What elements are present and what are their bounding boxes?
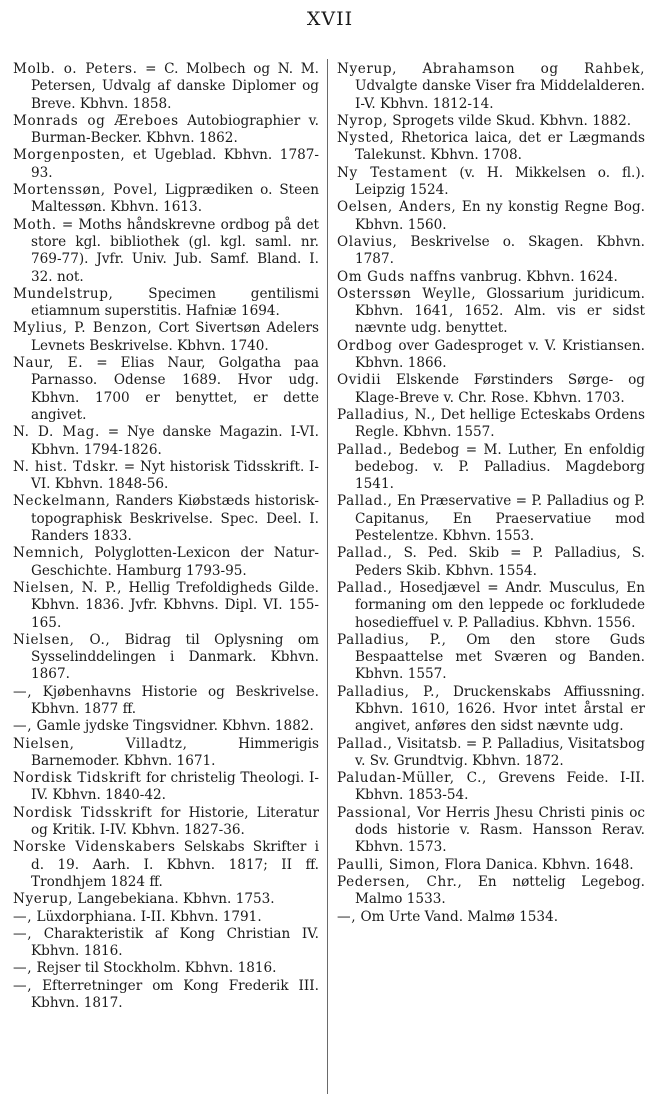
- entry-text: Om den store Guds Bespaattelse met Sværen og Banden. Kbhvn. 1557.: [355, 631, 646, 683]
- entry-heading: Oelsen, Anders,: [337, 199, 457, 216]
- bibliography-entry: [13, 718, 319, 735]
- bibliography-entry: [337, 165, 645, 200]
- entry-text: over Gadesproget v. V. Kristiansen. Kbhvn. 1866.: [355, 337, 645, 372]
- entry-text: Grevens Feide. I-II. Kbhvn. 1853-54.: [355, 770, 645, 804]
- entry-heading: N. D. Mag.: [13, 424, 100, 441]
- entry-heading: —,: [13, 718, 33, 735]
- bibliography-entry: [13, 355, 319, 424]
- bibliography-entry: [13, 978, 319, 1013]
- entry-text: Charakteristik af Kong Christian IV. Kbhvn. 1816.: [31, 925, 319, 960]
- entry-text: et Ugeblad. Kbhvn. 1787-93.: [31, 147, 319, 181]
- bibliography-entry: [13, 891, 319, 908]
- entry-text: vanbrug. Kbhvn. 1624.: [456, 268, 618, 285]
- entry-heading: Molb. o. Peters.: [13, 61, 138, 77]
- bibliography-entry: [337, 857, 645, 874]
- entry-heading: Ny Testament: [337, 164, 448, 181]
- bibliography-entry: [337, 545, 645, 580]
- entry-text: (v. H. Mikkelsen o. fl.). Leipzig 1524.: [355, 164, 645, 199]
- entry-heading: Passional,: [337, 804, 412, 821]
- bibliography-entry: [13, 182, 319, 217]
- entry-text: Det hellige Ecteskabs Ordens Regle. Kbhvn. 1557.: [355, 406, 645, 441]
- entry-text: Randers Kiøbstæds historisk-topographisk Beskrivelse. Spec. Deel. I. Randers 1833.: [31, 493, 319, 545]
- bibliography-entry: [13, 493, 319, 545]
- bibliography-entry: [337, 269, 645, 286]
- entry-text: = Nye danske Magazin. I-VI. Kbhvn. 1794-1826.: [31, 424, 319, 458]
- bibliography-entry: [13, 684, 319, 719]
- entry-heading: Palladius, N.,: [337, 406, 437, 423]
- entry-text: = C. Molbech og N. M. Petersen, Udvalg af danske Diplomer og Breve. Kbhvn. 1858.: [31, 61, 319, 112]
- bibliography-entry: [337, 199, 645, 234]
- entry-heading: Neckelmann,: [13, 493, 111, 510]
- bibliography-entry: [13, 320, 319, 355]
- entry-text: Elskende Førstinders Sørge- og Klage-Breve v. Chr. Rose. Kbhvn. 1703.: [355, 372, 645, 406]
- bibliography-entry: [13, 580, 319, 632]
- bibliography-entry: [337, 632, 645, 684]
- bibliography-entry: [13, 736, 319, 771]
- bibliography-entry: [337, 770, 645, 805]
- bibliography-entry: [337, 113, 645, 130]
- bibliography-entry: [13, 217, 319, 286]
- bibliography-entry: [13, 286, 319, 321]
- entry-text: Kjøbenhavns Historie og Beskrivelse. Kbhvn. 1877 ff.: [31, 683, 319, 717]
- entry-text: Autobiographier v. Burman-Becker. Kbhvn. 1862.: [31, 112, 319, 147]
- entry-heading: Monrads og Æreboes: [13, 112, 179, 129]
- entry-heading: Nyerup, Abrahamson og Rahbek,: [337, 61, 645, 77]
- bibliography-entry: [13, 839, 319, 891]
- entry-heading: Pallad.,: [337, 579, 393, 596]
- bibliography-entry: [337, 338, 645, 373]
- bibliography-entry: [337, 407, 645, 442]
- entry-text: Lüxdorphiana. I-II. Kbhvn. 1791.: [32, 908, 262, 925]
- left-column: [13, 61, 319, 1012]
- entry-heading: —,: [13, 925, 33, 942]
- entry-heading: Pedersen, Chr.,: [337, 873, 463, 890]
- bibliography-entry: [337, 874, 645, 909]
- entry-text: = Moths håndskrevne ordbog på det store kgl. bibliothek (gl. kgl. saml. nr. 769-77). Jvfr. Univ. Jub. Samf. Bland. I. 32. not.: [31, 216, 319, 285]
- entry-text: En nøttelig Legebog. Malmo 1533.: [355, 873, 645, 908]
- entry-text: Selskabs Skrifter i d. 19. Aarh. I. Kbhvn. 1817; II ff. Trondhjem 1824 ff.: [31, 839, 319, 890]
- bibliography-entry: [13, 632, 319, 684]
- entry-heading: —,: [337, 908, 357, 925]
- entry-text: Om Urte Vand. Malmø 1534.: [356, 908, 559, 925]
- bibliography-entry: [13, 424, 319, 459]
- entry-text: Polyglotten-Lexicon der Natur-Geschichte. Hamburg 1793-95.: [31, 545, 319, 579]
- right-column: [337, 61, 645, 926]
- bibliography-entry: [13, 113, 319, 148]
- bibliography-entry: [337, 805, 645, 857]
- entry-text: Hosedjævel = Andr. Musculus, En formaning om den leppede oc forkludede hosedieffuel v. P. Palladius. Kbhvn. 1556.: [355, 579, 645, 631]
- entry-text: S. Ped. Skib = P. Palladius, S. Peders Skib. Kbhvn. 1554.: [355, 545, 645, 579]
- entry-text: = Nyt historisk Tidsskrift. I-VI. Kbhvn. 1848-56.: [31, 458, 319, 493]
- entry-heading: Mylius, P. Benzon,: [13, 320, 153, 337]
- entry-heading: Palladius, P.,: [337, 631, 447, 648]
- entry-heading: Pallad.,: [337, 735, 393, 752]
- entry-heading: —,: [13, 960, 33, 977]
- entry-text: Vor Herris Jhesu Christi pinis oc dods historie v. Rasm. Hansson Rerav. Kbhvn. 1573.: [355, 804, 645, 856]
- entry-text: Himmerigis Barnemoder. Kbhvn. 1671.: [31, 735, 319, 769]
- entry-text: Druckenskabs Affiussning. Kbhvn. 1610, 1626. Hvor intet årstal er angivet, anføres den sidst nævnte udg.: [355, 683, 645, 735]
- bibliography-entry: [337, 130, 645, 165]
- entry-text: Cort Sivertsøn Adelers Levnets Beskrivelse. Kbhvn. 1740.: [31, 320, 319, 354]
- column-divider: [327, 59, 328, 1094]
- bibliography-entry: [13, 805, 319, 840]
- entry-heading: Paludan-Müller, C.,: [337, 770, 487, 787]
- bibliography-entry: [337, 234, 645, 269]
- entry-heading: Nordisk Tidskrift: [13, 770, 142, 787]
- entry-text: Sprogets vilde Skud. Kbhvn. 1882.: [387, 112, 632, 129]
- entry-heading: Nielsen, N. P.,: [13, 579, 122, 596]
- entry-heading: Mundelstrup,: [13, 285, 114, 302]
- entry-text: Hellig Trefoldigheds Gilde. Kbhvn. 1836. Jvfr. Kbhvns. Dipl. VI. 155-165.: [31, 579, 319, 631]
- bibliography-entry: [337, 684, 645, 736]
- entry-heading: Ovidii: [337, 372, 382, 389]
- bibliography-entry: [13, 960, 319, 977]
- entry-heading: Naur, E.: [13, 355, 84, 372]
- entry-heading: —,: [13, 908, 33, 925]
- bibliography-entry: [337, 580, 645, 632]
- entry-text: Rejser til Stockholm. Kbhvn. 1816.: [32, 960, 277, 977]
- bibliography-entry: [13, 909, 319, 926]
- entry-text: En ny konstig Regne Bog. Kbhvn. 1560.: [355, 199, 645, 233]
- bibliography-entry: [337, 909, 645, 926]
- entry-heading: Moth.: [13, 216, 57, 233]
- entry-heading: Palladius, P.,: [337, 683, 440, 700]
- entry-heading: Pallad.,: [337, 441, 393, 458]
- bibliography-entry: [13, 545, 319, 580]
- bibliography-entry: [13, 147, 319, 182]
- bibliography-entry: [337, 493, 645, 545]
- entry-heading: Morgenposten,: [13, 147, 126, 164]
- entry-heading: Nielsen, Villadtz,: [13, 735, 188, 752]
- entry-heading: Pallad.,: [337, 545, 393, 562]
- entry-heading: —,: [13, 683, 33, 700]
- entry-text: Flora Danica. Kbhvn. 1648.: [440, 856, 634, 873]
- bibliography-entry: [13, 926, 319, 961]
- entry-heading: Nyerup,: [13, 891, 74, 908]
- entry-text: Ligprædiken o. Steen Maltessøn. Kbhvn. 1613.: [31, 182, 319, 216]
- page-number: XVII: [306, 8, 354, 30]
- entry-heading: Nielsen, O.,: [13, 631, 111, 648]
- entry-text: Efterretninger om Kong Frederik III. Kbhvn. 1817.: [31, 977, 319, 1012]
- bibliography-entry: [337, 61, 645, 113]
- entry-heading: Nemnich,: [13, 545, 85, 562]
- entry-heading: Ordbog: [337, 337, 393, 354]
- bibliography-entry: [337, 286, 645, 338]
- entry-text: = Elias Naur, Golgatha paa Parnasso. Odense 1689. Hvor udg. Kbhvn. 1700 er benyttet, er dette angivet.: [31, 355, 319, 423]
- entry-text: Visitatsb. = P. Palladius, Visitatsbog v. Sv. Grundtvig. Kbhvn. 1872.: [355, 735, 645, 769]
- entry-text: for christelig Theologi. I-IV. Kbhvn. 1840-42.: [31, 770, 319, 804]
- bibliography-entry: [337, 442, 645, 494]
- entry-heading: Nyrop,: [337, 112, 388, 129]
- entry-heading: Norske Videnskabers: [13, 839, 176, 856]
- entry-heading: Paulli, Simon,: [337, 856, 441, 873]
- bibliography-entry: [13, 459, 319, 494]
- entry-heading: Nordisk Tidsskrift: [13, 804, 153, 821]
- entry-heading: Mortenssøn, Povel,: [13, 182, 159, 199]
- entry-heading: N. hist. Tdskr.: [13, 458, 120, 475]
- entry-heading: Olavius,: [337, 233, 398, 250]
- bibliography-entry: [337, 736, 645, 771]
- entry-text: Bedebog = M. Luther, En enfoldig bedebog. v. P. Palladius. Magdeborg 1541.: [355, 441, 645, 493]
- entry-heading: Pallad.,: [337, 493, 393, 510]
- entry-text: Glossarium juridicum. Kbhvn. 1641, 1652. Alm. vis er sidst nævnte udg. benyttet.: [355, 285, 646, 337]
- entry-text: for Historie, Literatur og Kritik. I-IV. Kbhvn. 1827-36.: [31, 804, 320, 839]
- bibliography-entry: [337, 372, 645, 407]
- entry-text: En Præservative = P. Palladius og P. Capitanus, En Praeservatiue mod Pestelentze. Kbhvn. 1553.: [355, 493, 645, 545]
- entry-text: Rhetorica laica, det er Lægmands Talekunst. Kbhvn. 1708.: [355, 130, 645, 164]
- entry-text: Bidrag til Oplysning om Sysselinddelingen i Danmark. Kbhvn. 1867.: [31, 631, 319, 683]
- entry-heading: —,: [13, 977, 33, 994]
- entry-heading: Nysted,: [337, 130, 395, 147]
- entry-text: Beskrivelse o. Skagen. Kbhvn. 1787.: [355, 233, 645, 268]
- entry-text: Gamle jydske Tingsvidner. Kbhvn. 1882.: [32, 718, 314, 735]
- bibliography-entry: [13, 61, 319, 113]
- entry-text: Udvalgte danske Viser fra Middelalderen. I-V. Kbhvn. 1812-14.: [355, 78, 645, 112]
- bibliography-entry: [13, 770, 319, 805]
- entry-text: Langebekiana. Kbhvn. 1753.: [73, 891, 275, 908]
- entry-text: Specimen gentilismi etiamnum superstitis. Hafniæ 1694.: [31, 285, 319, 320]
- entry-heading: Om Guds naffns: [337, 268, 457, 285]
- entry-heading: Osterssøn Weylle,: [337, 285, 477, 302]
